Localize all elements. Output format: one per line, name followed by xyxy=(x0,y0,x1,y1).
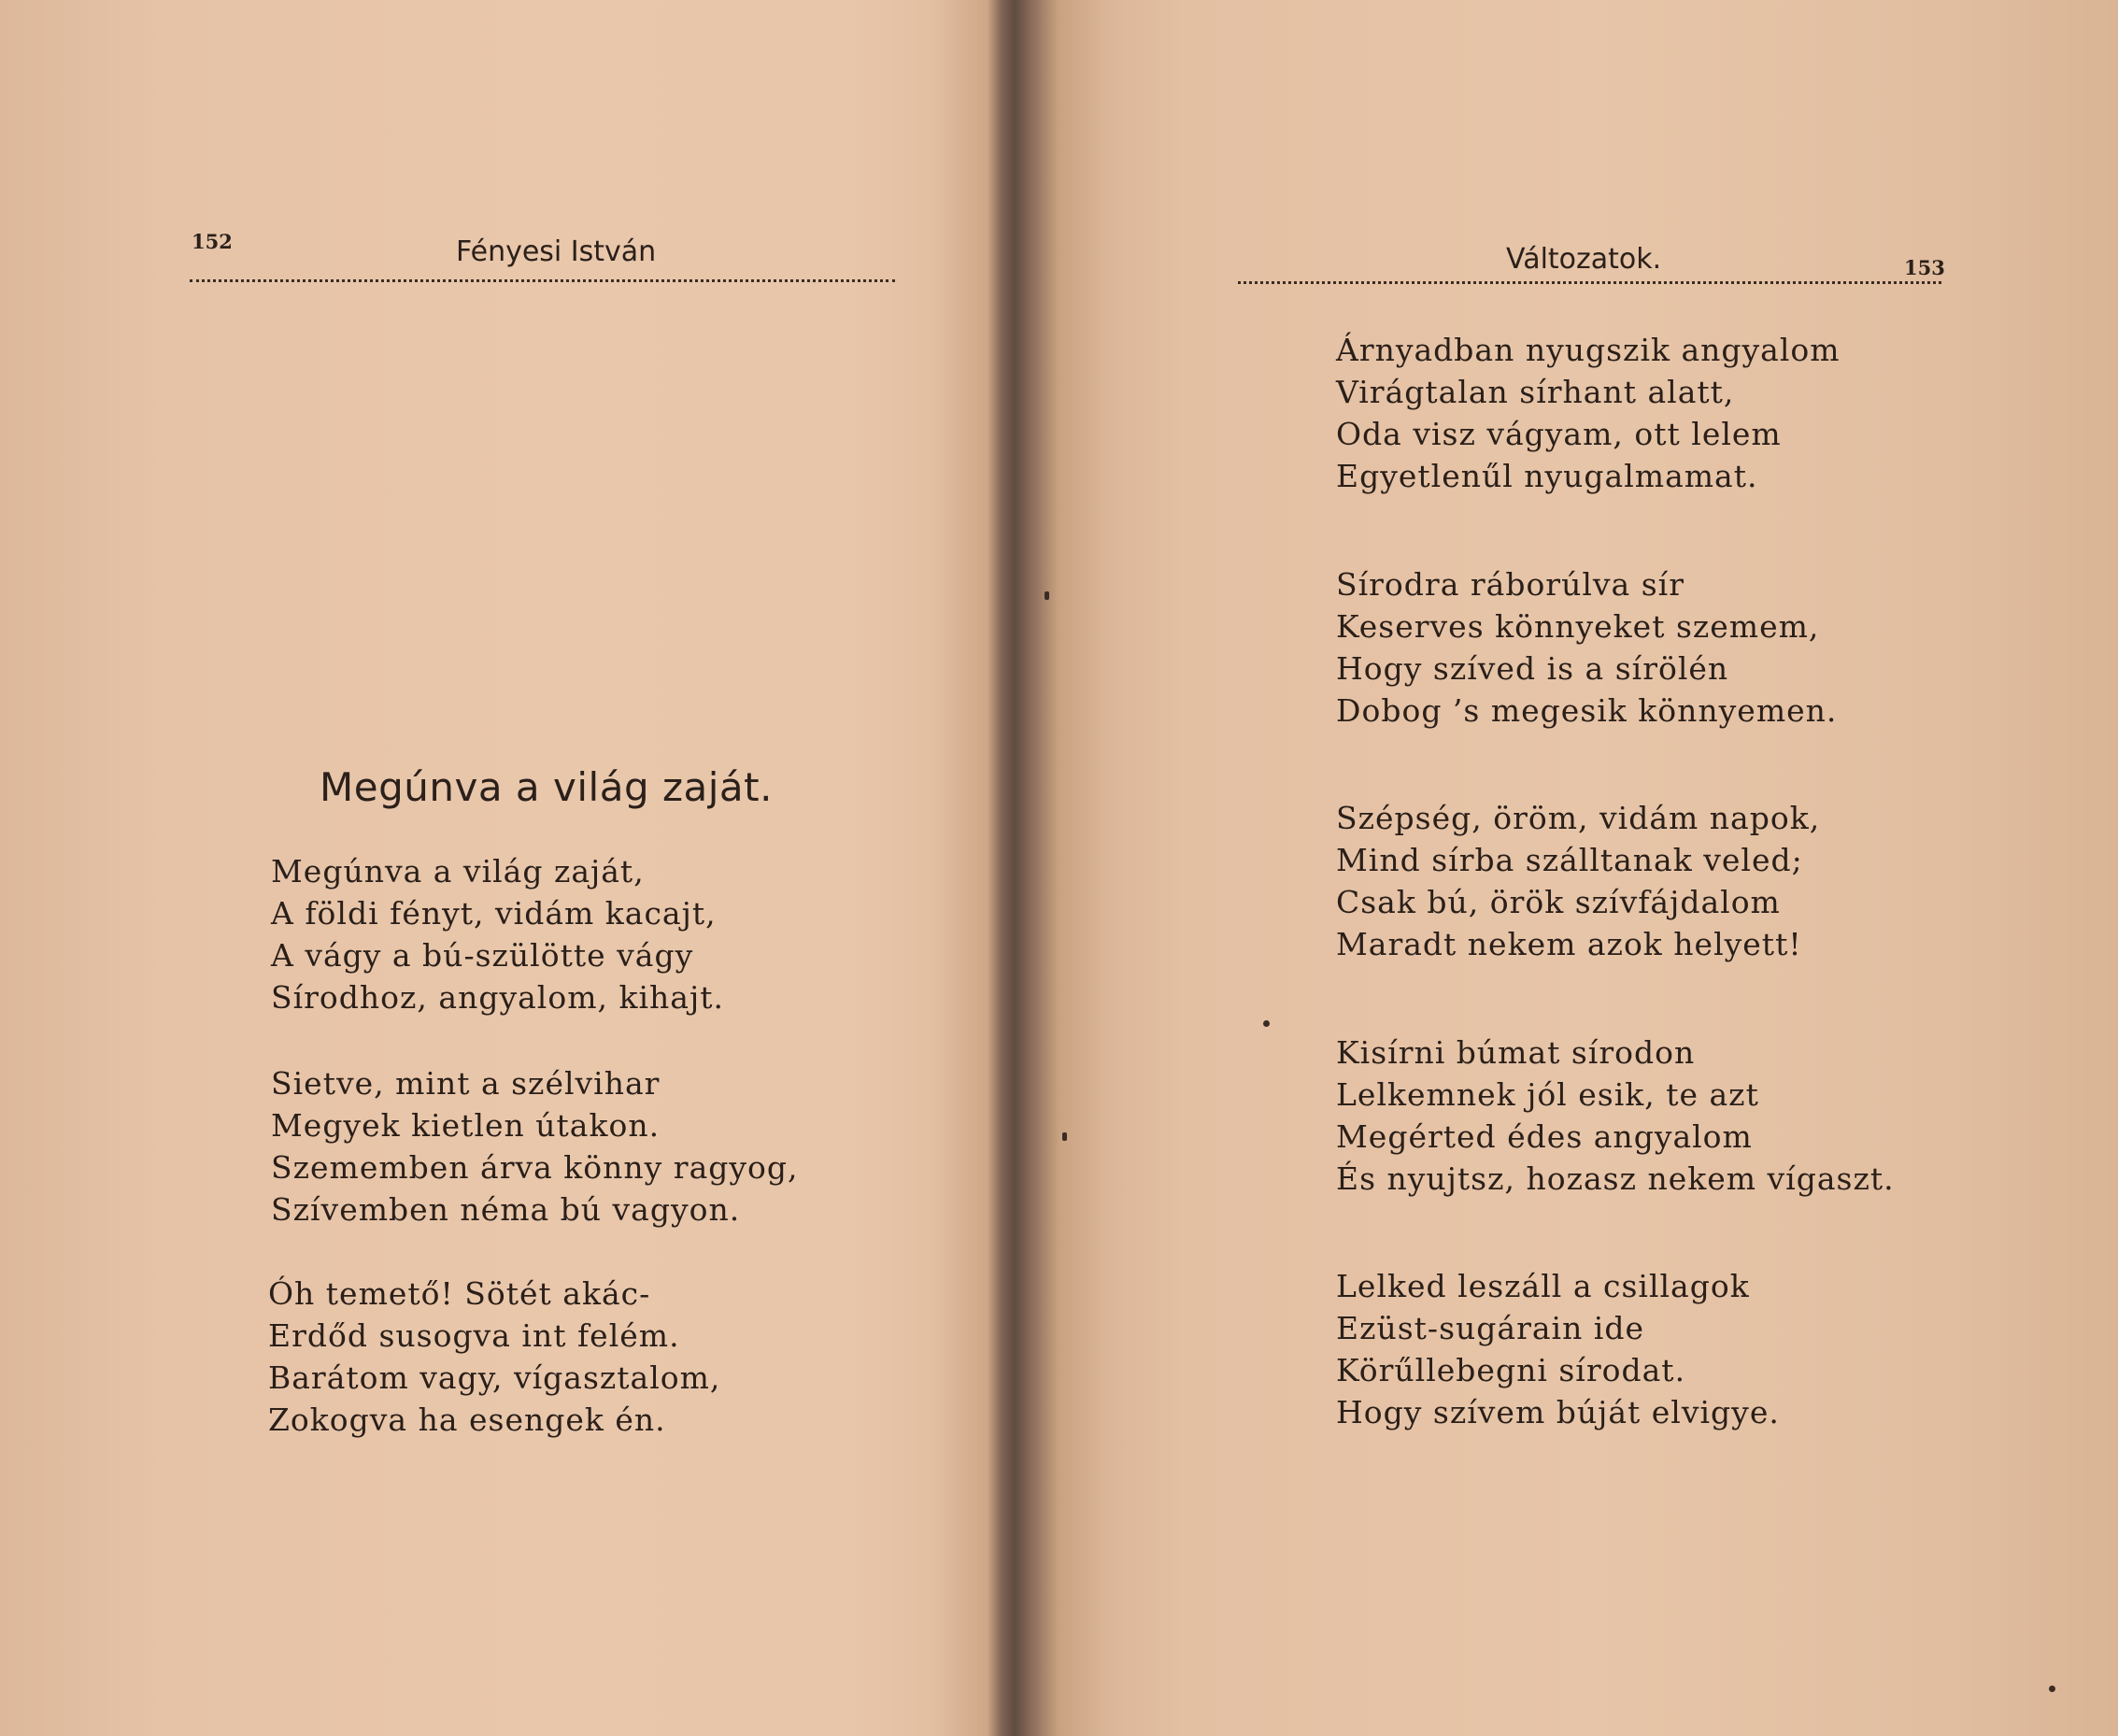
right-stanza-5 xyxy=(1336,1265,1780,1433)
poem-line: Hogy szívem búját elvigye. xyxy=(1336,1394,1780,1430)
poem-line: A földi fényt, vidám kacajt, xyxy=(271,895,717,932)
poem-line: Sírodhoz, angyalom, kihajt. xyxy=(271,979,724,1016)
poem-line: Lelkemnek jól esik, te azt xyxy=(1336,1076,1759,1113)
paper-speck xyxy=(1045,591,1049,600)
poem-title: Megúnva a világ zaját. xyxy=(320,764,773,810)
poem-line: Keserves könnyeket szemem, xyxy=(1336,608,1820,645)
right-running-head: Változatok. xyxy=(1506,243,1662,276)
left-page-number: 152 xyxy=(192,230,233,253)
poem-line: Zokogva ha esengek én. xyxy=(268,1402,666,1438)
right-stanza-1 xyxy=(1336,329,1841,497)
poem-line: Dobog ’s megesik könnyemen. xyxy=(1336,692,1838,729)
poem-line: Megúnva a világ zaját, xyxy=(271,853,645,889)
paper-speck xyxy=(2049,1686,2055,1692)
poem-line: Kisírni búmat sírodon xyxy=(1336,1034,1696,1071)
poem-line: Sietve, mint a szélvihar xyxy=(271,1065,661,1102)
poem-line: Erdőd susogva int felém. xyxy=(268,1317,680,1354)
poem-line: Virágtalan sírhant alatt, xyxy=(1336,374,1735,410)
right-page xyxy=(1037,0,2118,1736)
poem-line: Ezüst-sugárain ide xyxy=(1336,1310,1645,1346)
right-stanza-3 xyxy=(1336,797,1820,965)
left-stanza-3 xyxy=(268,1273,720,1441)
poem-line: Szememben árva könny ragyog, xyxy=(271,1149,799,1186)
right-stanza-4 xyxy=(1336,1032,1895,1200)
right-stanza-2 xyxy=(1336,563,1837,732)
poem-line: Csak bú, örök szívfájdalom xyxy=(1336,884,1781,920)
poem-line: Barátom vagy, vígasztalom, xyxy=(268,1359,721,1396)
left-page xyxy=(0,0,996,1736)
poem-line: Maradt nekem azok helyett! xyxy=(1336,926,1802,962)
paper-speck xyxy=(1263,1020,1270,1027)
poem-line: A vágy a bú-szülötte vágy xyxy=(271,937,694,974)
poem-line: Hogy szíved is a sírölén xyxy=(1336,650,1729,687)
poem-line: Árnyadban nyugszik angyalom xyxy=(1336,332,1841,368)
poem-line: Egyetlenűl nyugalmamat. xyxy=(1336,458,1758,494)
poem-line: És nyujtsz, hozasz nekem vígaszt. xyxy=(1336,1160,1895,1197)
right-page-number: 153 xyxy=(1904,256,1945,279)
poem-line: Megérted édes angyalom xyxy=(1336,1118,1753,1155)
poem-line: Szépség, öröm, vidám napok, xyxy=(1336,800,1821,836)
left-stanza-2 xyxy=(271,1062,799,1231)
poem-line: Szívemben néma bú vagyon. xyxy=(271,1191,741,1228)
right-header-rule xyxy=(1238,281,1941,284)
left-header-rule xyxy=(190,279,895,282)
left-running-head: Fényesi István xyxy=(456,235,657,268)
poem-line: Oda visz vágyam, ott lelem xyxy=(1336,416,1782,452)
poem-line: Sírodra ráborúlva sír xyxy=(1336,566,1684,603)
poem-line: Óh temető! Sötét akác- xyxy=(268,1275,651,1312)
poem-line: Körűllebegni sírodat. xyxy=(1336,1352,1686,1388)
left-stanza-1 xyxy=(271,850,724,1018)
poem-line: Megyek kietlen útakon. xyxy=(271,1107,661,1144)
poem-line: Mind sírba szálltanak veled; xyxy=(1336,842,1803,878)
poem-line: Lelked leszáll a csillagok xyxy=(1336,1268,1750,1304)
paper-speck xyxy=(1062,1132,1067,1141)
